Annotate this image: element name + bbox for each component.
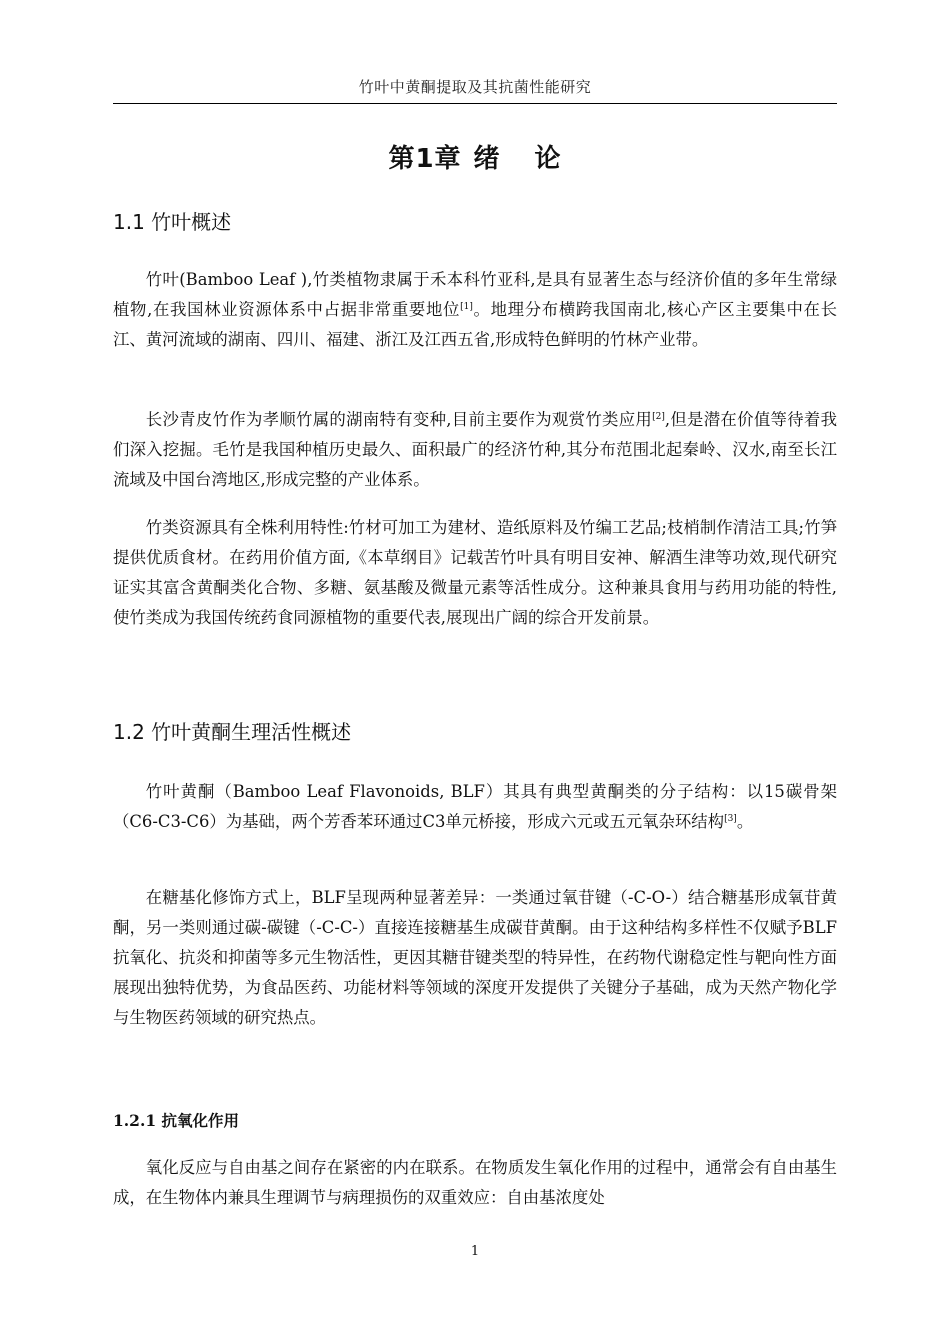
paragraph-1-1-a [113, 265, 837, 355]
section-heading-1-2: 1.2 竹叶黄酮生理活性概述 [113, 720, 352, 744]
paragraph-text: 竹叶黄酮（Bamboo Leaf Flavonoids, BLF）其具有典型黄酮类的分子结构：以15碳骨架（C6-C3-C6）为基础，两个芳香苯环通过C3单元桥接，形成六元或五元氧杂环结构 [113, 782, 837, 831]
running-header: 竹叶中黄酮提取及其抗菌性能研究 [358, 78, 592, 96]
paragraph-1-2-1-a: 氧化反应与自由基之间存在紧密的内在联系。在物质发生氧化作用的过程中，通常会有自由基生成，在生物体内兼具生理调节与病理损伤的双重效应：自由基浓度处 [113, 1158, 837, 1207]
chapter-title-part2: 论 [534, 144, 562, 174]
citation-ref: [2] [652, 412, 665, 422]
paragraph-1-2-a [113, 777, 837, 837]
paragraph-1-1-b [113, 405, 837, 495]
paragraph-text: 竹叶(Bamboo Leaf ),竹类植物隶属于禾本科竹亚科,是具有显著生态与经济价值的多年生常绿植物,在我国林业资源体系中占据非常重要地位 [113, 270, 837, 319]
chapter-title-part1: 绪 [473, 144, 501, 174]
page-number: 1 [470, 1244, 480, 1259]
paragraph-text: 。 [736, 812, 754, 831]
chapter-title [113, 138, 837, 175]
citation-ref: [3] [724, 814, 737, 824]
paragraph-text: 。地理分布横跨我国南北,核心产区主要集中在长江、黄河流域的湖南、四川、福建、浙江及江西五省,形成特色鲜明的竹林产业带。 [113, 300, 837, 349]
subsection-heading-1-2-1: 1.2.1 抗氧化作用 [113, 1111, 240, 1130]
paragraph-1-2-b: 在糖基化修饰方式上，BLF呈现两种显著差异：一类通过氧苷键（-C-O-）结合糖基形成氧苷黄酮，另一类则通过碳-碳键（-C-C-）直接连接糖基生成碳苷黄酮。由于这种结构多样性不仅赋予BLF抗氧化、抗炎和抑菌等多元生物活性，更因其糖苷键类型的特异性，在药物代谢稳定性与靶向性方面展现出独特优势，为食品医药、功能材料等领域的深度开发提供了关键分子基础，成为天然产物化学与生物医药领域的研究热点。 [113, 888, 837, 1027]
chapter-number: 第1章 [388, 144, 462, 174]
header-rule [113, 103, 837, 104]
paragraph-text: ,但是潜在价值等待着我们深入挖掘。毛竹是我国种植历史最久、面积最广的经济竹种,其分布范围北起秦岭、汉水,南至长江流域及中国台湾地区,形成完整的产业体系。 [113, 410, 837, 489]
paragraph-text: 长沙青皮竹作为孝顺竹属的湖南特有变种,目前主要作为观赏竹类应用 [145, 410, 653, 429]
citation-ref: [1] [460, 302, 473, 312]
paragraph-1-1-c: 竹类资源具有全株利用特性:竹材可加工为建材、造纸原料及竹编工艺品;枝梢制作清洁工具;竹笋提供优质食材。在药用价值方面,《本草纲目》记载苦竹叶具有明目安神、解酒生津等功效,现代研究证实其富含黄酮类化合物、多糖、氨基酸及微量元素等活性成分。这种兼具食用与药用功能的特性,使竹类成为我国传统药食同源植物的重要代表,展现出广阔的综合开发前景。 [113, 518, 837, 627]
section-heading-1-1: 1.1 竹叶概述 [113, 210, 232, 234]
